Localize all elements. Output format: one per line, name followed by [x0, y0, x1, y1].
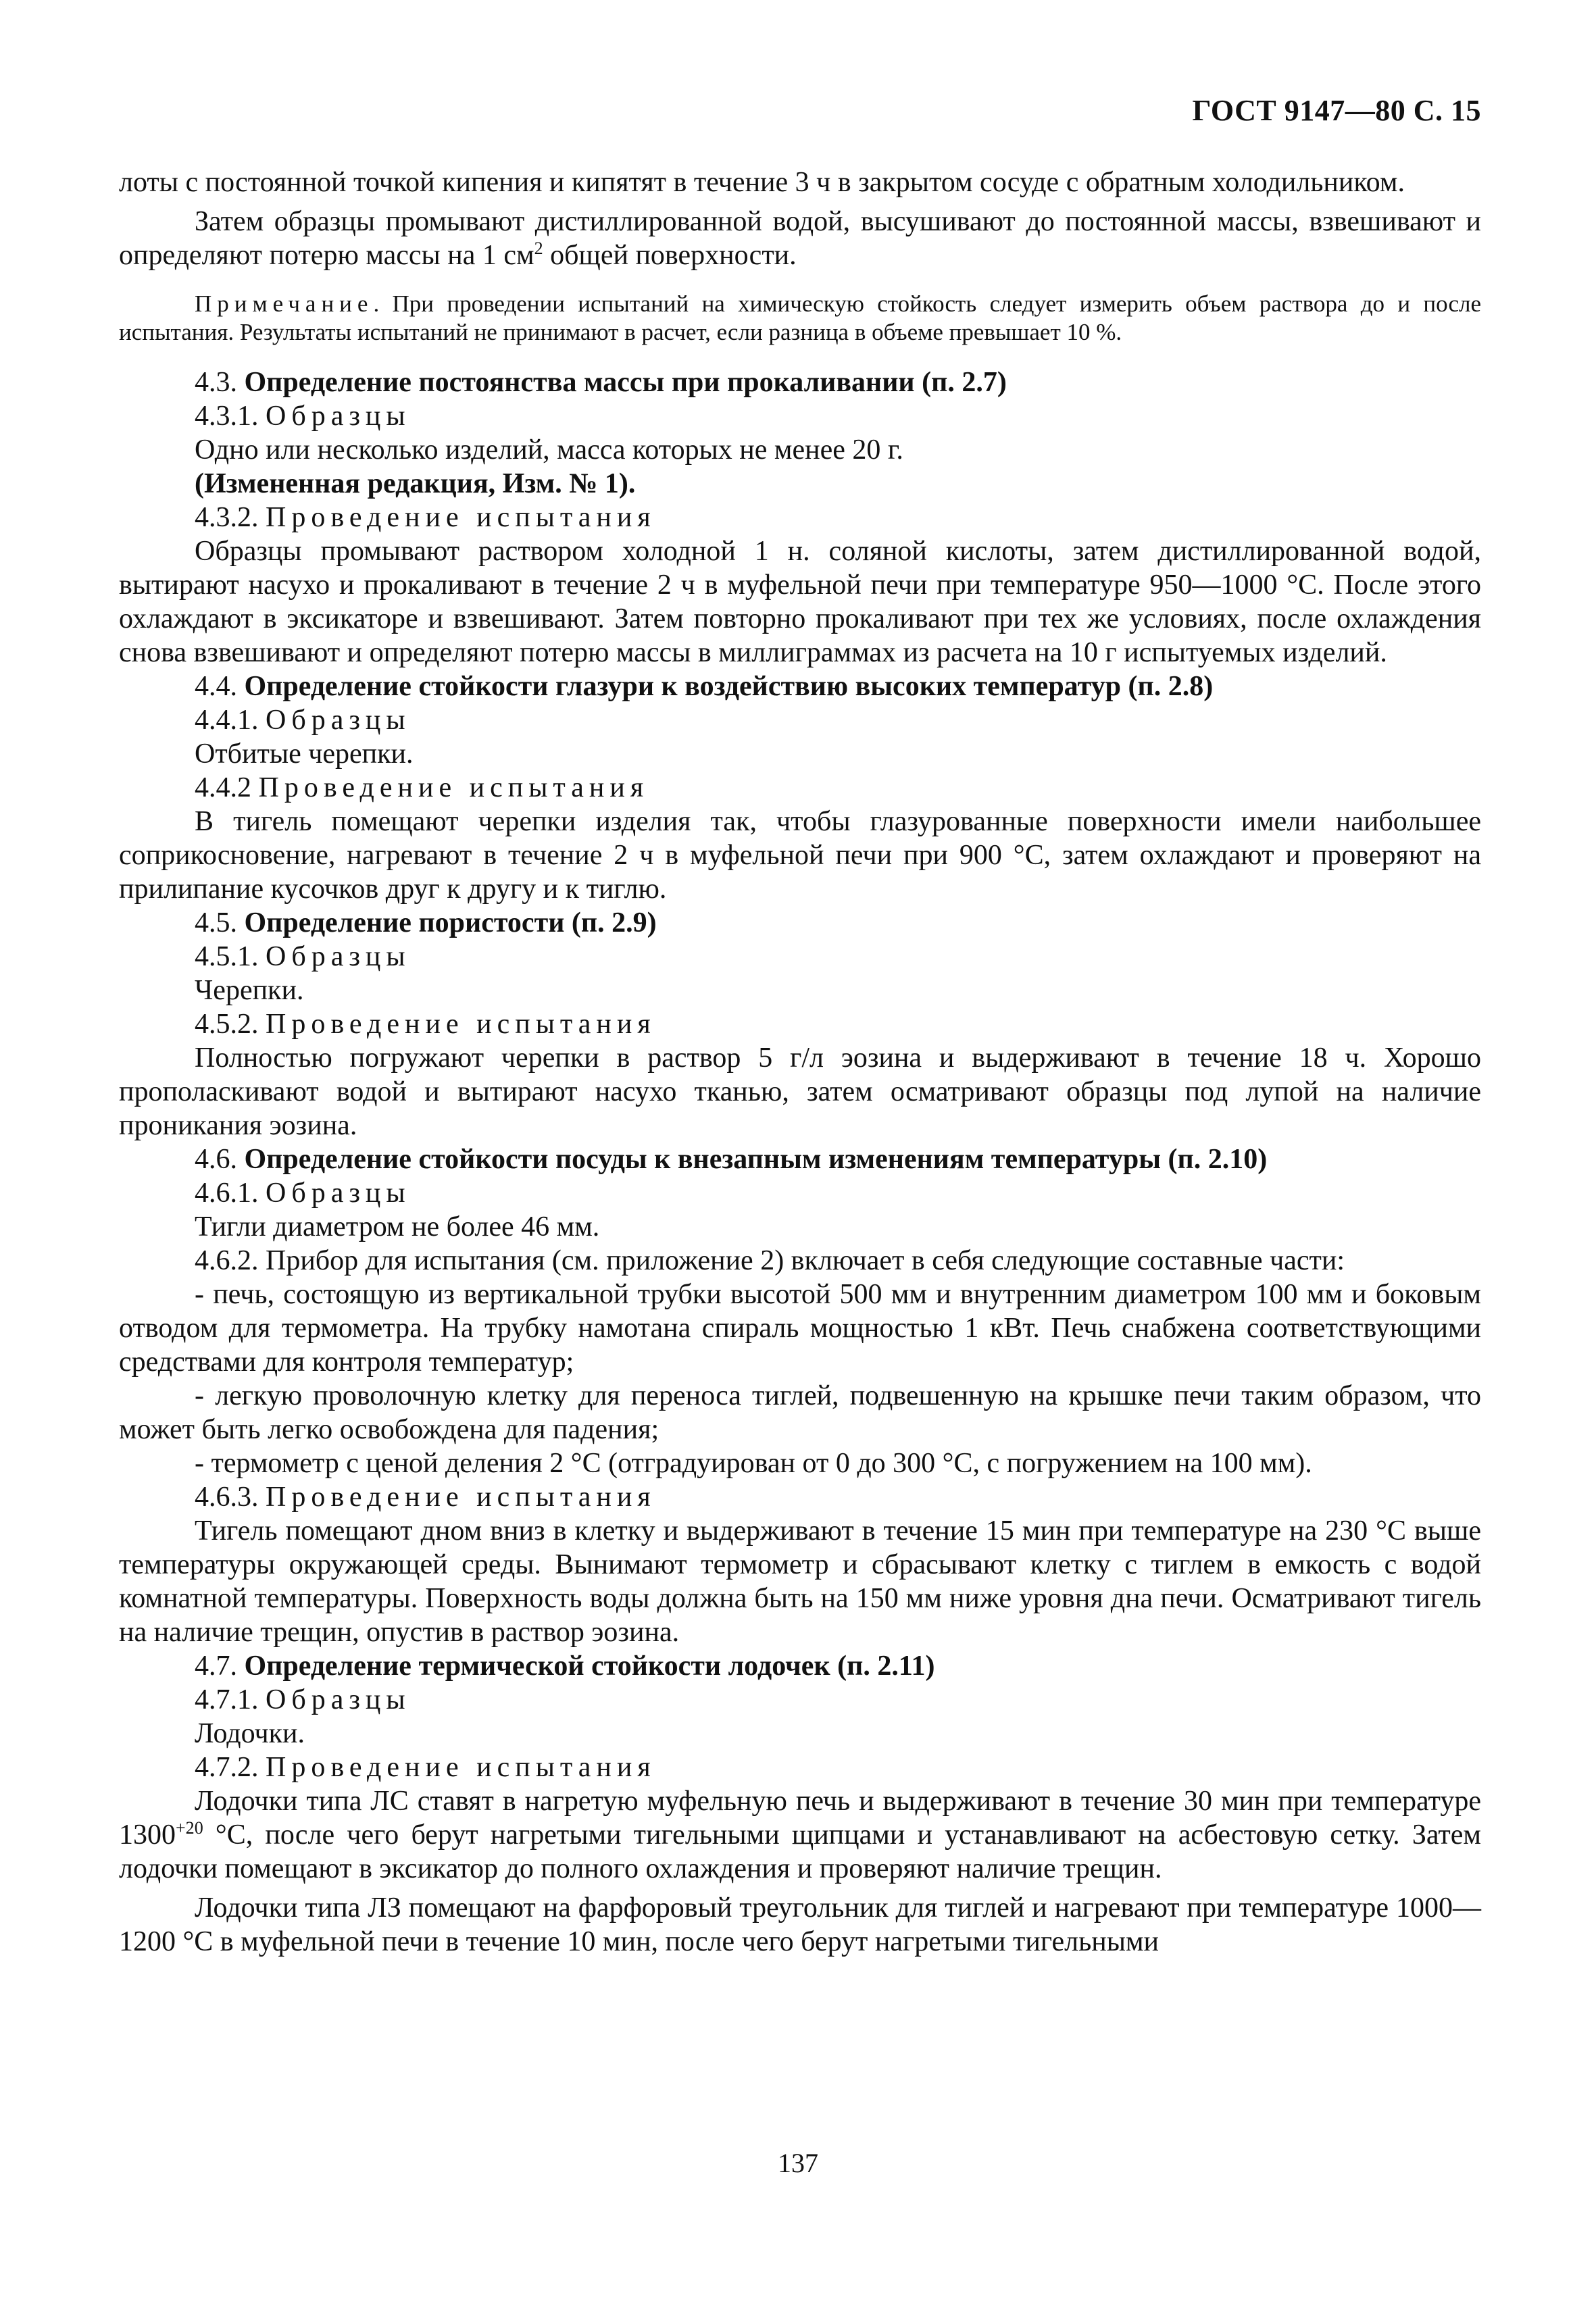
text-run: Образцы промывают раствором холодной 1 н. соляной кислоты, затем дистиллированной водой, вытирают насухо и прокаливают в течение 2 ч в муфельной печи при температуре 950—1000 °С. После этого охлаждают в эксикаторе и взвешивают. Затем повторно прокаливают при тех же условиях, после охлаждения снова взвешивают и определяют потерю массы в миллиграммах из расчета на 10 г испытуемых изделий. [119, 536, 1481, 668]
text-run: 4.5. [195, 907, 245, 938]
bold-text: Определение стойкости глазури к воздействию высоких температур (п. 2.8) [244, 671, 1214, 702]
bold-text: Определение стойкости посуды к внезапным изменениям температуры (п. 2.10) [244, 1144, 1268, 1175]
section-heading [119, 1480, 1481, 1514]
text-run: Тигли диаметром не более 46 мм. [195, 1211, 600, 1242]
section-heading [119, 906, 1481, 940]
spaced-label: Образцы [266, 941, 411, 972]
body-paragraph [119, 1041, 1481, 1142]
text-run: °С, после чего берут нагретыми тигельными щипцами и устанавливают на асбестовую сетку. Затем лодочки помещают в эксикатор до полного охлаждения и проверяют наличие трещин. [119, 1819, 1481, 1884]
bold-text: Определение пористости (п. 2.9) [244, 907, 657, 938]
text-run: . При проведении испытаний на химическую стойкость следует измерить объем раствора до и после испытания. Результаты испытаний не принимают в расчет, если разница в объеме превышает 10 %. [119, 291, 1481, 345]
text-run: Тигель помещают дном вниз в клетку и выдерживают в течение 15 мин при температуре на 230 °С выше температуры окружающей среды. Вынимают термометр и сбрасывают клетку с тиглем в емкость с водой комнатной температуры. Поверхность воды должна быть на 150 мм ниже уровня дна печи. Осматривают тигель на наличие трещин, опустив в раствор эозина. [119, 1515, 1481, 1648]
section-heading [119, 1751, 1481, 1784]
text-run: 4.6.3. [195, 1482, 266, 1513]
body-paragraph [119, 467, 1481, 501]
body-paragraph [119, 166, 1481, 199]
spaced-label: Проведение испытания [266, 1482, 656, 1513]
text-run: 4.7.1. [195, 1684, 266, 1715]
text-run: Затем образцы промывают дистиллированной водой, высушивают до постоянной массы, взвешивают и определяют потерю массы на 1 см [119, 206, 1481, 271]
text-run: 4.4. [195, 671, 245, 702]
body-paragraph [119, 805, 1481, 906]
body-paragraph [119, 1891, 1481, 1959]
section-heading [119, 1176, 1481, 1210]
body-paragraph [119, 1514, 1481, 1649]
body-paragraph [119, 433, 1481, 467]
text-run: 4.6. [195, 1144, 245, 1175]
text-run: Отбитые черепки. [195, 738, 414, 770]
bold-text: Определение термической стойкости лодочек (п. 2.11) [244, 1651, 935, 1682]
text-run: 4.5.2. [195, 1009, 266, 1040]
body-paragraph [119, 1447, 1481, 1480]
text-run: 4.6.2. Прибор для испытания (см. приложение 2) включает в себя следующие составные части: [195, 1245, 1345, 1276]
text-run: 4.5.1. [195, 941, 266, 972]
body-paragraph [119, 205, 1481, 272]
section-heading [119, 771, 1481, 805]
text-run: лоты с постоянной точкой кипения и кипятят в течение 3 ч в закрытом сосуде с обратным холодильником. [119, 167, 1405, 198]
text-run: 4.3.2. [195, 502, 266, 533]
section-heading [119, 940, 1481, 974]
text-run: 4.7. [195, 1651, 245, 1682]
text-run: 4.3. [195, 367, 245, 398]
note-paragraph [119, 290, 1481, 347]
body-paragraph [119, 1379, 1481, 1447]
running-header: ГОСТ 9147—80 С. 15 [1192, 94, 1481, 127]
spaced-label: Примечание [195, 291, 374, 317]
spaced-label: Образцы [266, 1178, 411, 1209]
section-heading [119, 1683, 1481, 1717]
superscript: 2 [534, 238, 543, 258]
spaced-label: Образцы [266, 401, 411, 432]
body-paragraph [119, 1210, 1481, 1244]
text-run: - термометр с ценой деления 2 °С (отградуирован от 0 до 300 °С, с погружением на 100 мм). [195, 1448, 1312, 1479]
bold-text: Определение постоянства массы при прокаливании (п. 2.7) [244, 367, 1007, 398]
bold-text: (Измененная редакция, Изм. № 1). [195, 468, 636, 499]
body-paragraph [119, 1717, 1481, 1751]
page-number: 137 [778, 2148, 818, 2178]
text-run: Лодочки. [195, 1718, 305, 1749]
spaced-label: Проведение испытания [266, 502, 656, 533]
superscript: +20 [176, 1818, 203, 1838]
text-run: 4.4.2 [195, 772, 259, 803]
body-paragraph [119, 737, 1481, 771]
section-heading [119, 1007, 1481, 1041]
body-paragraph [119, 1784, 1481, 1886]
body-paragraph [119, 1278, 1481, 1379]
text-run: Черепки. [195, 975, 304, 1006]
spaced-label: Проведение испытания [258, 772, 649, 803]
text-run: 4.4.1. [195, 705, 266, 736]
spaced-label: Проведение испытания [266, 1009, 656, 1040]
text-run: общей поверхности. [543, 240, 797, 271]
text-run: Полностью погружают черепки в раствор 5 г/л эозина и выдерживают в течение 18 ч. Хорошо прополаскивают водой и вытирают насухо тканью, затем осматривают образцы под лупой на наличие проникания эозина. [119, 1042, 1481, 1141]
section-heading [119, 399, 1481, 433]
body-paragraph [119, 974, 1481, 1007]
section-heading [119, 1142, 1481, 1176]
section-heading [119, 366, 1481, 399]
body-paragraph [119, 534, 1481, 670]
text-run: 4.7.2. [195, 1752, 266, 1783]
text-run: Одно или несколько изделий, масса которых не менее 20 г. [195, 434, 903, 466]
section-heading [119, 1649, 1481, 1683]
section-heading [119, 501, 1481, 534]
section-heading [119, 670, 1481, 703]
text-run: 4.3.1. [195, 401, 266, 432]
spaced-label: Образцы [266, 1684, 411, 1715]
text-run: Лодочки типа ЛЗ помещают на фарфоровый треугольник для тиглей и нагревают при температуре 1000—1200 °С в муфельной печи в течение 10 мин, после чего берут нагретыми тигельными [119, 1892, 1481, 1957]
spaced-label: Образцы [266, 705, 411, 736]
body-paragraph [119, 1244, 1481, 1278]
text-run: - печь, состоящую из вертикальной трубки высотой 500 мм и внутренним диаметром 100 мм и боковым отводом для термометра. На трубку намотана спираль мощностью 1 кВт. Печь снабжена соответствующими средствами для контроля температур; [119, 1279, 1481, 1378]
text-run: Лодочки типа ЛС ставят в нагретую муфельную печь и выдерживают в течение 30 мин при температуре 1300 [119, 1786, 1481, 1851]
text-run: 4.6.1. [195, 1178, 266, 1209]
spaced-label: Проведение испытания [266, 1752, 656, 1783]
section-heading [119, 703, 1481, 737]
text-run: - легкую проволочную клетку для переноса тиглей, подвешенную на крышке печи таким образом, что может быть легко освобождена для падения; [119, 1380, 1481, 1445]
document-body [119, 166, 1481, 1959]
text-run: В тигель помещают черепки изделия так, чтобы глазурованные поверхности имели наибольшее соприкосновение, нагревают в течение 2 ч в муфельной печи при 900 °С, затем охлаждают и проверяют на прилипание кусочков друг к другу и к тиглю. [119, 806, 1481, 905]
